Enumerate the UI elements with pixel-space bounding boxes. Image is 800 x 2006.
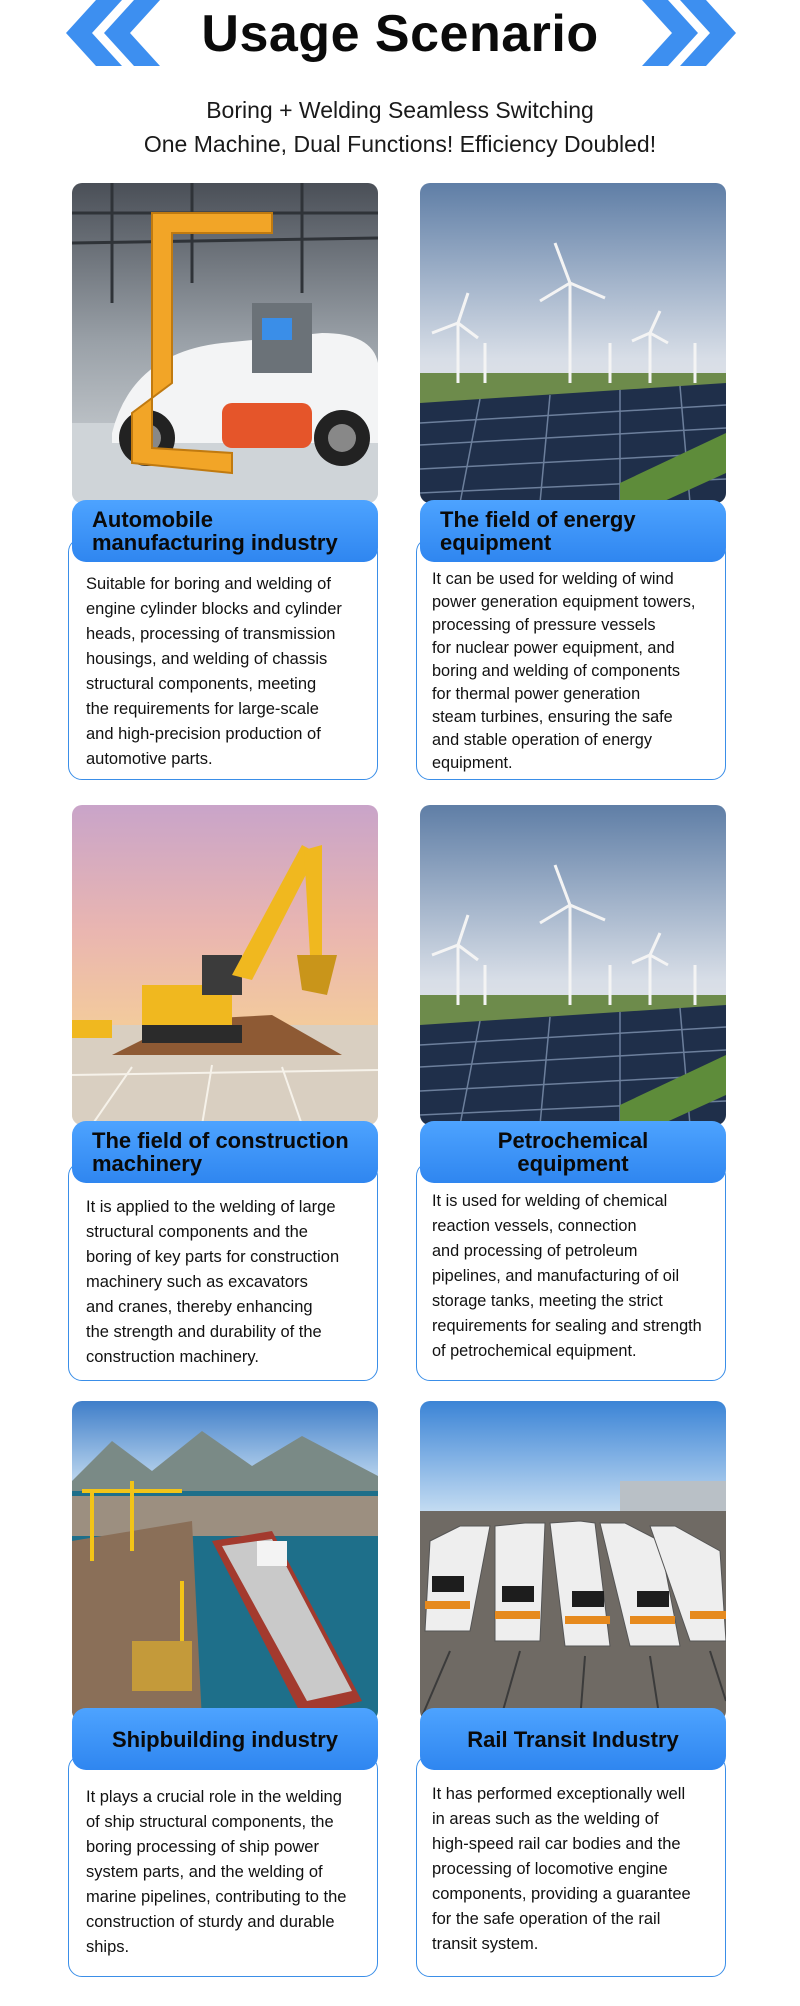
card-title: The field of construction machinery [92,1128,349,1176]
card-title: The field of energy equipment [440,507,636,555]
card-title: Automobile manufacturing industry [92,507,338,555]
subtitle [0,93,800,161]
automobile-factory-image [72,183,378,503]
subtitle-line-1: Boring + Welding Seamless Switching [206,97,594,123]
wind-solar-image [420,183,726,503]
card-description: It has performed exceptionally well in areas such as the welding of high-speed rail car bodies and the processing of locomotive engine components, providing a guarantee for the safe operation of the rail transit system. [432,1785,691,1953]
excavator-image [72,805,378,1125]
wind-solar-image [420,805,726,1125]
card-description: It plays a crucial role in the welding of ship structural components, the boring processing of ship power system parts, and the welding of marine pipelines, contributing to the construction of sturdy and durable ships. [86,1788,347,1956]
card-title-pill [72,500,378,562]
subtitle-line-2: One Machine, Dual Functions! Efficiency Doubled! [143,131,657,157]
page-title: Usage Scenario [201,5,599,63]
header [0,0,800,70]
card-description: Suitable for boring and welding of engine cylinder blocks and cylinder heads, processing of transmission housings, and welding of chassis structural components, meeting the requirements for large-scale and high-precision production of automotive parts. [86,575,342,768]
card-title: Petrochemical equipment [497,1128,649,1176]
high-speed-trains-image [420,1401,726,1721]
card-title-pill [72,1708,378,1770]
card-title-pill [72,1121,378,1183]
card-description: It is applied to the welding of large structural components and the boring of key parts for construction machinery such as excavators and cranes, thereby enhancing the strength and durability of the construction machinery. [86,1198,340,1366]
card-title-pill [420,1708,726,1770]
double-chevron-right-icon [624,0,744,66]
card-description: It can be used for welding of wind power generation equipment towers, processing of pressure vessels for nuclear power equipment, and boring and welding of components for thermal power generation steam turbines, ensuring the safe and stable operation of energy equipment. [432,570,696,772]
card-title: Rail Transit Industry [467,1726,679,1752]
card-description: It is used for welding of chemical reaction vessels, connection and processing of petroleum pipelines, and manufacturing of oil storage tanks, meeting the strict requirements for sealing and strength of petrochemical equipment. [432,1192,702,1360]
shipyard-image [72,1401,378,1721]
card-title-pill [420,500,726,562]
card-title: Shipbuilding industry [111,1726,339,1752]
card-title-pill [420,1121,726,1183]
